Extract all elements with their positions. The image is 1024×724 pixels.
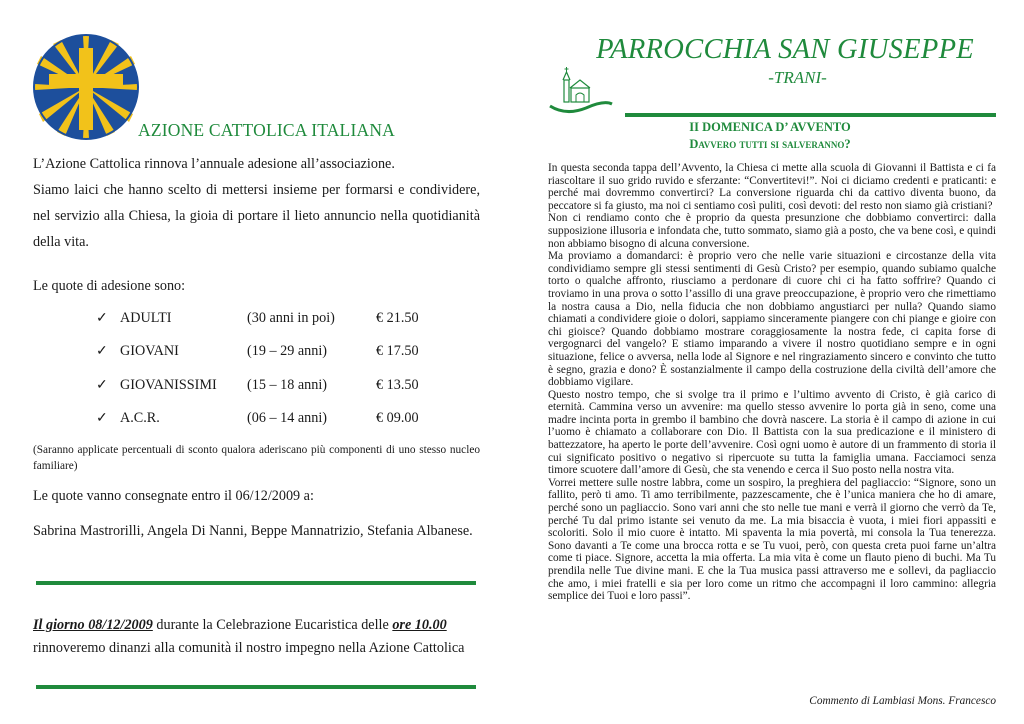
commentary-author: Commento di Lambiasi Mons. Francesco <box>809 695 996 707</box>
quote-category: GIOVANISSIMI <box>120 377 217 393</box>
organization-title: AZIONE CATTOLICA ITALIANA <box>138 120 395 140</box>
quote-ages: (19 – 29 anni) <box>247 343 327 359</box>
commentary-paragraph: Questo nostro tempo, che si svolge tra il primo e l’ultimo avvento di Cristo, è già carico di eternità. Cammina verso un avvenire: ma quello stesso avvenire lo porta già in seno, come una madre incinta porta in grembo il bambino che dovrà nascere. La storia è il campo di azione in cui l’uomo è chiamato a collaborare con Dio. Il Battista con la sua predicazione e il ministero di battezzatore, ha aperto le porte dell’avvenire. Così ogni uomo è autore di un frammento di storia il cui significato positivo o negativo si ripercuote su tutta la famiglia umana. Facciamoci senza timore scuotere dall’amore di Gesù, che sta venendo e cerca il Suo posto nella nostra vita. <box>548 388 996 477</box>
parish-city: -TRANI- <box>768 68 827 87</box>
quote-category: ADULTI <box>120 310 172 326</box>
quote-price: € 17.50 <box>376 343 419 359</box>
quote-price: € 21.50 <box>376 310 419 326</box>
church-logo-icon <box>546 64 616 116</box>
divider <box>625 113 996 117</box>
celebration-date: Il giorno 08/12/2009 <box>33 617 153 633</box>
quotes-intro: Le quote di adesione sono: <box>33 278 186 294</box>
check-icon: ✓ <box>96 411 108 426</box>
quote-ages: (15 – 18 anni) <box>247 377 327 393</box>
commentary-paragraph: Non ci rendiamo conto che è proprio da questa presunzione che dobbiamo convertirci: dalla supposizione illusoria e infondata che, tutto sommato, siamo già a posto, che va bene così, e quindi non abbiamo bisogno di alcuna conversione. <box>548 212 997 250</box>
sunday-title: II DOMENICA D’ AVVENTO <box>689 120 851 134</box>
quote-category: GIOVANI <box>120 343 179 359</box>
celebration-time: ore 10.00 <box>392 617 447 633</box>
quote-ages: (30 anni in poi) <box>247 310 335 326</box>
sunday-subtitle: Davvero tutti si salveranno? <box>689 137 851 151</box>
renewal-text: rinnoveremo dinanzi alla comunità il nostro impegno nella Azione Cattolica <box>33 640 465 656</box>
quote-price: € 13.50 <box>376 377 419 393</box>
quote-row-adulti <box>96 310 476 332</box>
quote-row-acr <box>96 410 476 432</box>
commentary-text <box>548 162 996 603</box>
commentary-paragraph: Vorrei mettere sulle nostre labbra, come un sospiro, la preghiera del pagliaccio: “Signore, sono un fallito, però ti amo. Ti amo terribilmente, pazzescamente, che è l’unica maniera che ho di amare, perché sono un pagliaccio. Sono vari anni che sto nelle tue mani e verrà il giorno che verrò da Te, perché Tu dal primo istante sei venuto da me. La mia bisaccia è vuota, i miei fiori appassiti e scoloriti. Solo il mio cuore è intatto. Mi spaventa la mia povertà, mi consola la Tua tenerezza. Sono davanti a Te come una brocca rotta e se Tu vuoi, però, con questa creta puoi farne un’altra come ti piace. Signore, accetta la mia offerta. La mia vita è come un flauto pieno di buchi. Ma Tu prendila nelle Tue divine mani. E che la Tua musica passi attraverso me e sollevi, da pagliaccio che amo, i miei fratelli e sia per loro come un ritmo che accompagni il loro cammino: allegria semplice dei Tuoi e loro passi”. <box>548 476 996 603</box>
divider <box>36 685 476 689</box>
quote-price: € 09.00 <box>376 410 419 426</box>
check-icon: ✓ <box>96 344 108 359</box>
intro-text <box>33 151 480 255</box>
quote-row-giovanissimi <box>96 377 476 399</box>
deadline-text: Le quote vanno consegnate entro il 06/12/2009 a: <box>33 488 314 504</box>
contact-names: Sabrina Mastrorilli, Angela Di Nanni, Beppe Mannatrizio, Stefania Albanese. <box>33 523 473 539</box>
parish-title: PARROCCHIA SAN GIUSEPPE <box>596 34 974 65</box>
discount-note: (Saranno applicate percentuali di sconto qualora aderiscano più componenti di uno stesso nucleo familiare) <box>33 444 480 472</box>
intro-line-1: L’Azione Cattolica rinnova l’annuale adesione all’associazione. <box>33 156 395 172</box>
commentary-paragraph: In questa seconda tappa dell’Avvento, la Chiesa ci mette alla scuola di Giovanni il Battista e ci fa riascoltare il suo grido ruvido e sferzante: “Convertitevi!”. Noi ci diciamo credenti e praticanti: e perché mai dovremmo convertirci? La conversione riguarda chi da cattivo diventa buono, da peccatore si fa giusto, ma noi ci sentiamo così puliti, così devoti: del resto non siamo già cristiani? <box>548 162 996 212</box>
commentary-paragraph: Ma proviamo a domandarci: è proprio vero che nelle varie situazioni e circostanze della vita condividiamo sempre gli stessi sentimenti di Gesù Cristo? per esempio, quando subiamo qualche torto o qualche affronto, riusciamo a perdonare di cuore chi ci ha fatto soffrire? Quando ci troviamo in una prova o sotto l’assillo di una grave preoccupazione, è proprio vero che rimettiamo la nostra causa a Dio, nella fiducia che non dobbiamo angustiarci per nulla? Quando siamo chiamati a condividere gioie o dolori, sappiamo sinceramente piangere con chi piange e gioire con chi gioisce? Quando dobbiamo mostrare coraggiosamente la nostra fede, ci capita forse di vergognarci del vangelo? E stiamo imparando a vivere il nostro quotidiano sempre e in ogni situazione, felice o avversa, nella lode al Signore e nel ringraziamento sincero e convinto che tutto è segno, grazia e dono? È sostanzialmente il campo della costruzione della civiltà dell’amore che dobbiamo vigilare. <box>548 250 996 389</box>
quote-row-giovani <box>96 343 476 365</box>
azione-cattolica-logo-icon <box>33 34 139 140</box>
check-icon: ✓ <box>96 378 108 393</box>
celebration-text <box>33 615 480 635</box>
divider <box>36 581 476 585</box>
quote-category: A.C.R. <box>120 410 160 426</box>
intro-paragraph: Siamo laici che hanno scelto di mettersi insieme per formarsi e condividere, nel servizio alla Chiesa, la gioia di portare il lieto annuncio nella quotidianità della vita. <box>33 182 480 250</box>
check-icon: ✓ <box>96 311 108 326</box>
quote-ages: (06 – 14 anni) <box>247 410 327 426</box>
celebration-mid: durante la Celebrazione Eucaristica delle <box>152 617 393 633</box>
